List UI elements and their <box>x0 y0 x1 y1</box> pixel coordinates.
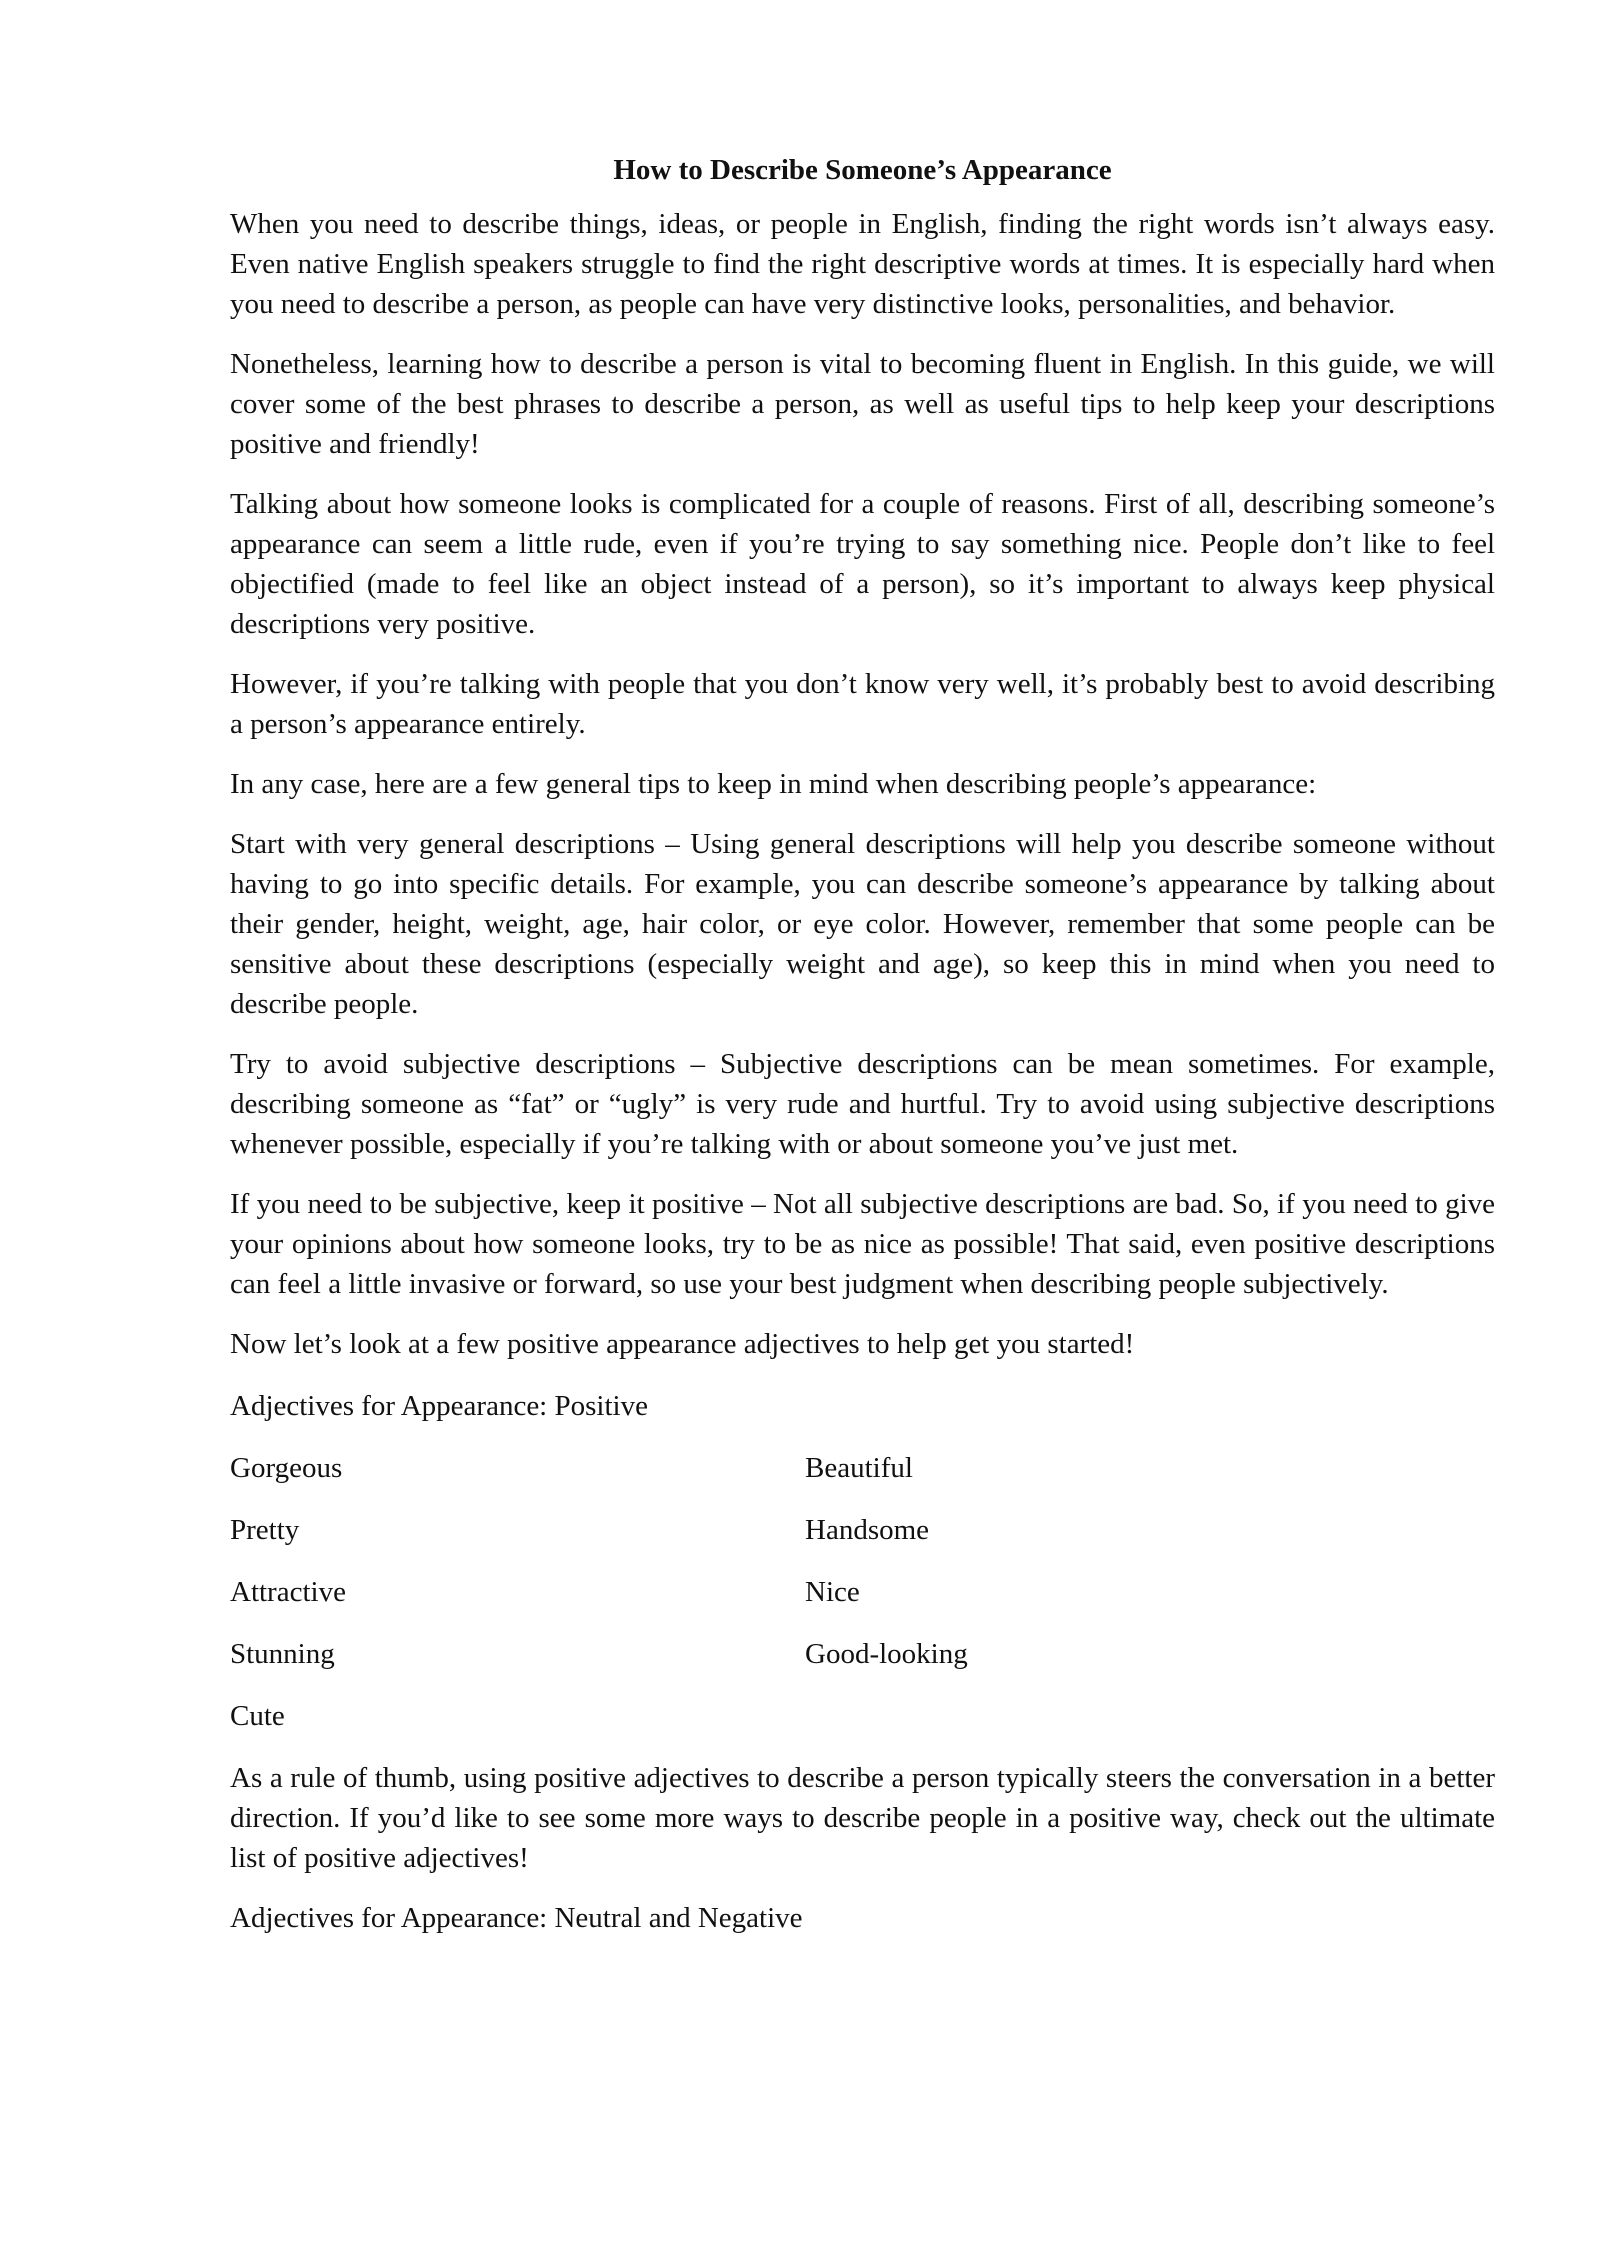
adjective-item: Handsome <box>805 1514 930 1546</box>
intro-paragraph: When you need to describe things, ideas, or people in English, finding the right words isn’t always easy. Even native English speakers struggle to find the right descriptive words at times. It is especially hard when you need to describe a person, as people can have very distinctive looks, personalities, and behavior. <box>230 208 1495 320</box>
positive-adjectives-heading: Adjectives for Appearance: Positive <box>230 1390 648 1422</box>
adjective-item: Beautiful <box>805 1452 913 1484</box>
rule-of-thumb-paragraph: As a rule of thumb, using positive adjectives to describe a person typically steers the conversation in a better direction. If you’d like to see some more ways to describe people in a positive way, check out the ultimate list of positive adjectives! <box>230 1762 1495 1874</box>
tips-intro-paragraph: In any case, here are a few general tips to keep in mind when describing people’s appearance: <box>230 768 1317 800</box>
complications-paragraph: Talking about how someone looks is complicated for a couple of reasons. First of all, describing someone’s appearance can seem a little rude, even if you’re trying to say something nice. People don’t like to feel objectified (made to feel like an object instead of a person), so it’s important to always keep physical descriptions very positive. <box>230 488 1495 640</box>
adjective-item: Gorgeous <box>230 1452 343 1484</box>
fluency-paragraph: Nonetheless, learning how to describe a person is vital to becoming fluent in English. In this guide, we will cover some of the best phrases to describe a person, as well as useful tips to help keep your descriptions positive and friendly! <box>230 348 1495 460</box>
adjective-item: Cute <box>230 1700 285 1732</box>
neutral-negative-heading: Adjectives for Appearance: Neutral and Negative <box>230 1902 803 1934</box>
tip-keep-positive: If you need to be subjective, keep it positive – Not all subjective descriptions are bad. So, if you need to give your opinions about how someone looks, try to be as nice as possible! That said, even positive descriptions can feel a little invasive or forward, so use your best judgment when describing people subjectively. <box>230 1188 1495 1300</box>
tip-general-descriptions: Start with very general descriptions – Using general descriptions will help you describe someone without having to go into specific details. For example, you can describe someone’s appearance by talking about their gender, height, weight, age, hair color, or eye color. However, remember that some people can be sensitive about these descriptions (especially weight and age), so keep this in mind when you need to describe people. <box>230 828 1495 1020</box>
positive-adjectives-list <box>230 1448 1495 1736</box>
adjective-item: Stunning <box>230 1638 335 1670</box>
adjective-item: Attractive <box>230 1576 346 1608</box>
adjective-item: Good-looking <box>805 1638 968 1670</box>
adjective-item: Nice <box>805 1576 860 1608</box>
document-page <box>230 150 1495 1960</box>
avoid-paragraph: However, if you’re talking with people that you don’t know very well, it’s probably best to avoid describing a person’s appearance entirely. <box>230 668 1495 740</box>
list-intro-paragraph: Now let’s look at a few positive appearance adjectives to help get you started! <box>230 1328 1135 1360</box>
document-title: How to Describe Someone’s Appearance <box>613 154 1112 186</box>
adjective-item: Pretty <box>230 1514 300 1546</box>
tip-avoid-subjective: Try to avoid subjective descriptions – Subjective descriptions can be mean sometimes. For example, describing someone as “fat” or “ugly” is very rude and hurtful. Try to avoid using subjective descriptions whenever possible, especially if you’re talking with or about someone you’ve just met. <box>230 1048 1495 1160</box>
